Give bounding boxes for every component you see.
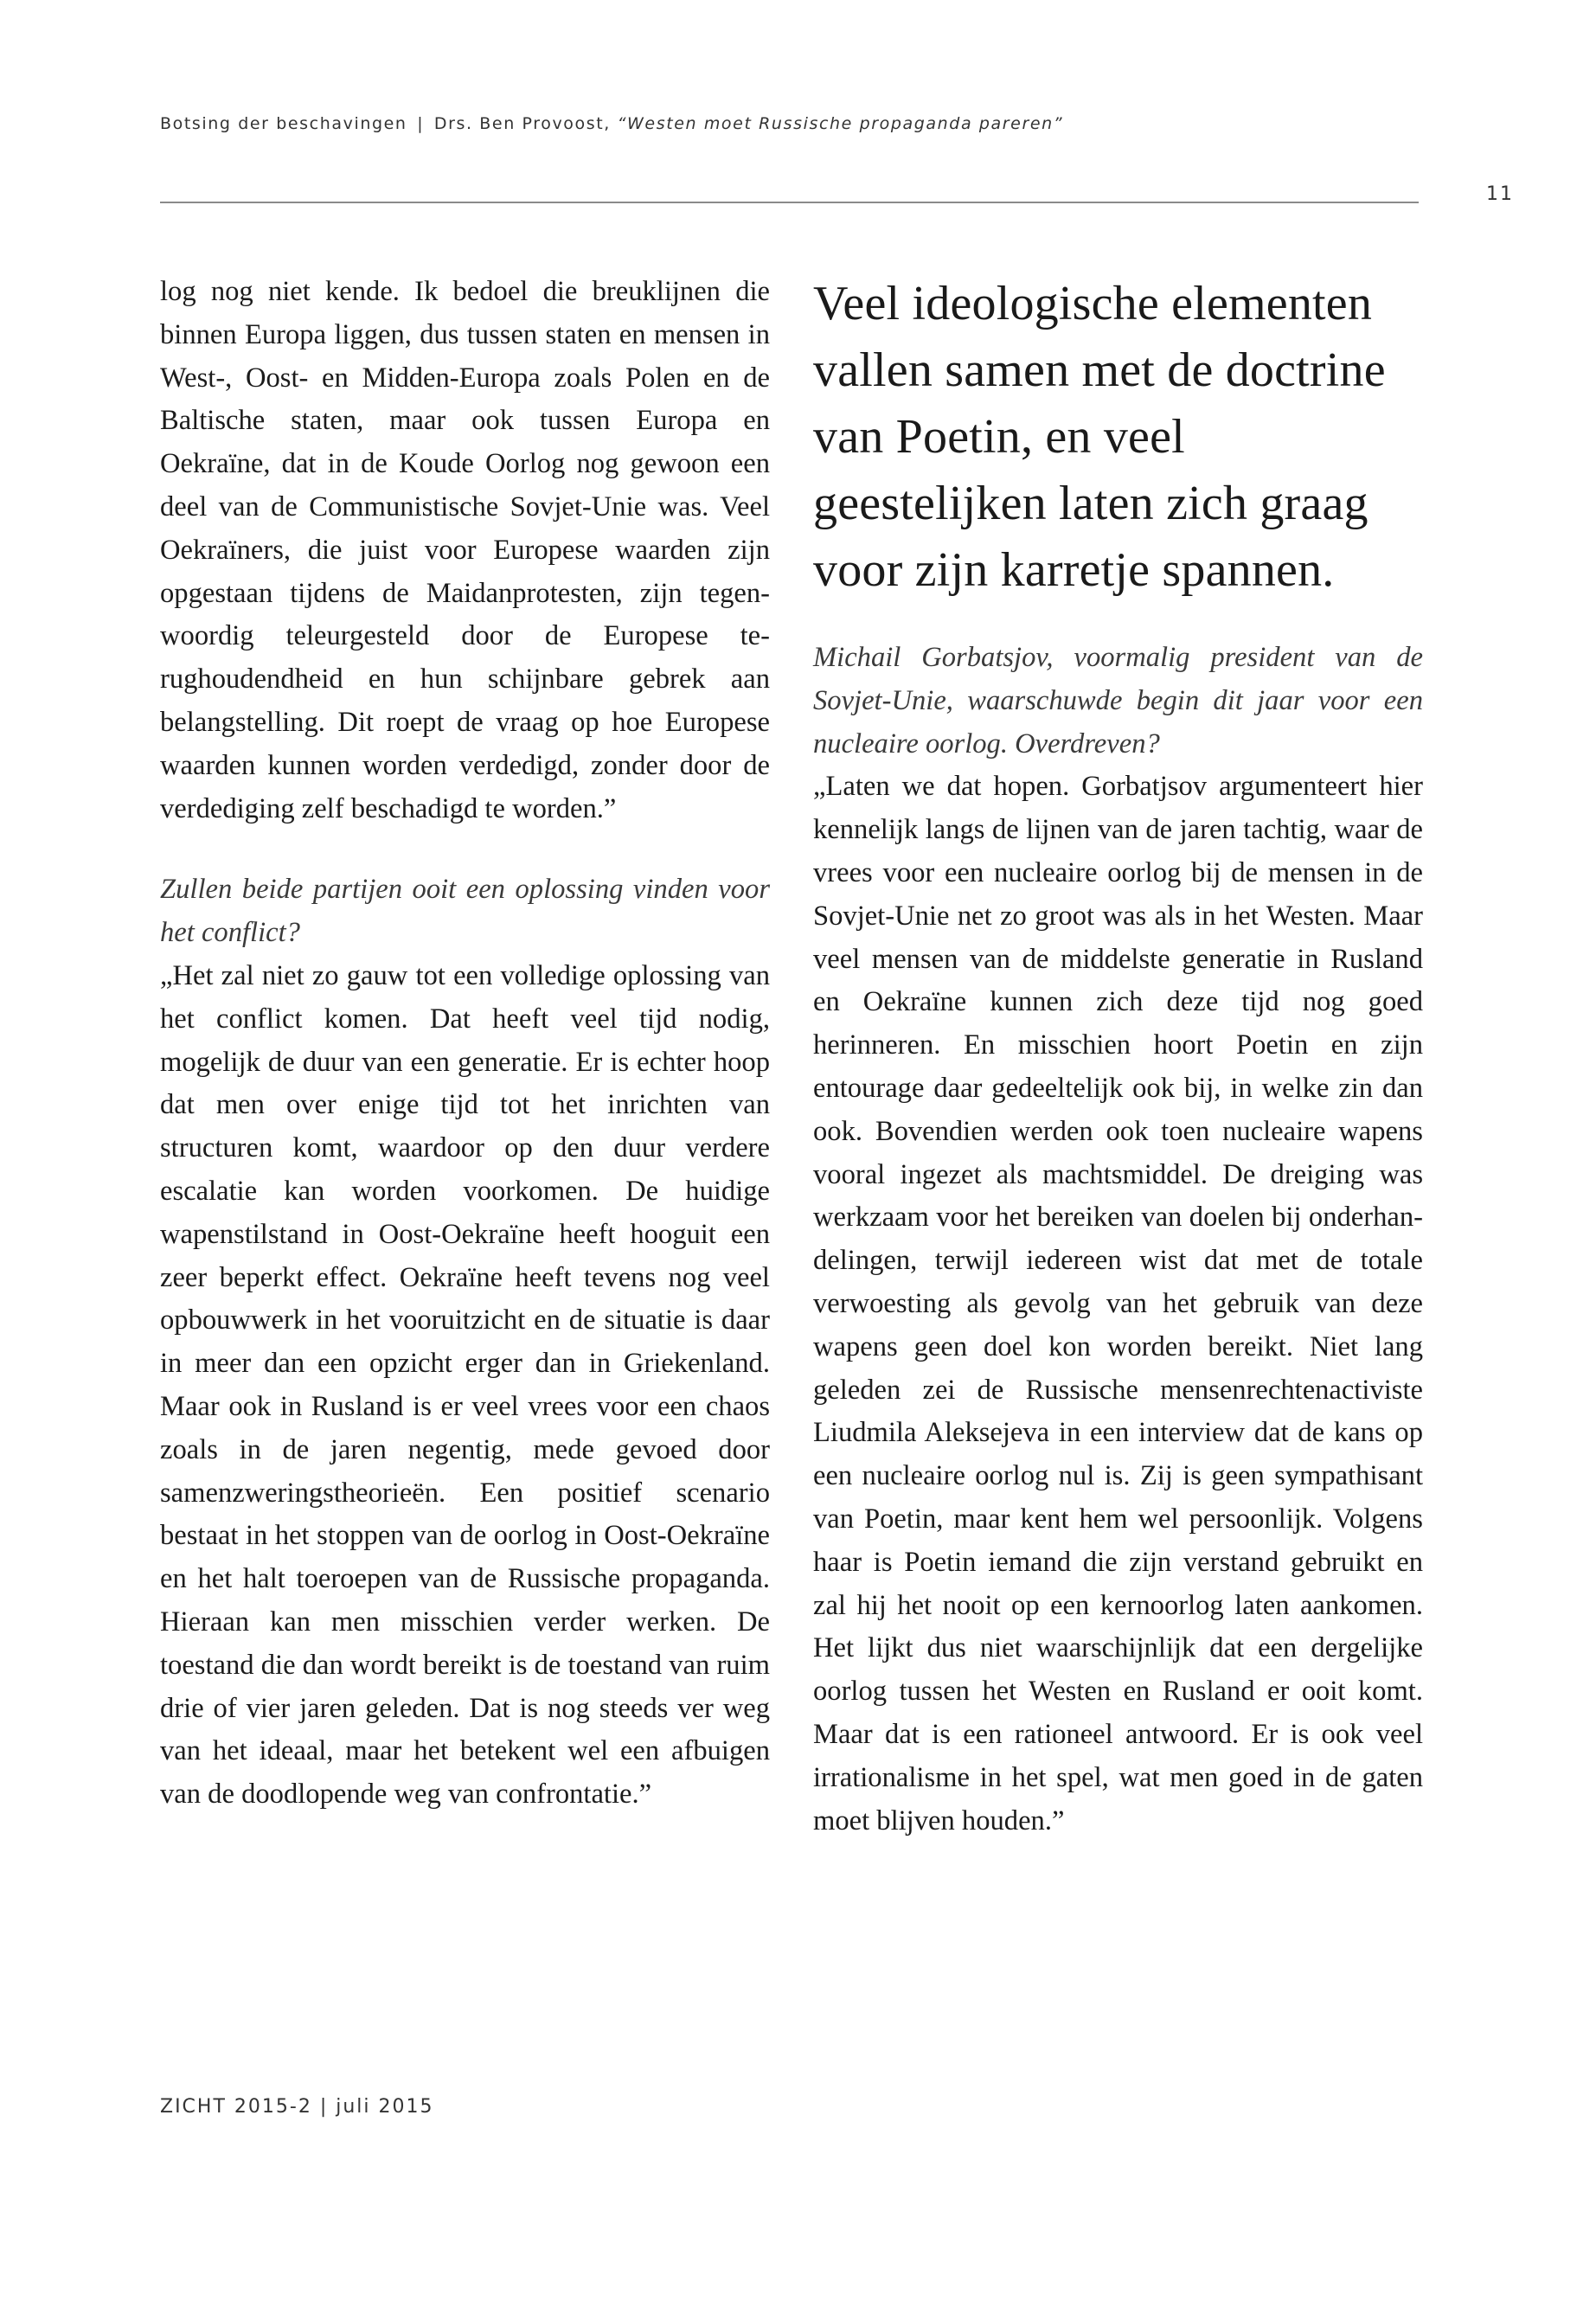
interview-question: Michail Gorbatsjov, voormalig president van de Sovjet-Unie, waarschuwde begin dit jaar voor een nucleaire oorlog. Overdreven?	[813, 642, 1423, 760]
running-header	[160, 113, 1064, 134]
section-title: Botsing der beschavingen	[160, 114, 407, 133]
page-number: 11	[1486, 183, 1514, 205]
article-title: “Westen moet Russische propaganda pareren”	[617, 114, 1064, 133]
right-column	[813, 271, 1423, 1843]
body-paragraph: log nog niet kende. Ik bedoel die breuklijnen die binnen Europa liggen, dus tussen staten en mensen in West-, Oost- en Midden-Europa zoals Polen en de Baltische staten, maar ook tussen Europa en Oekraïne, dat in de Koude Oorlog nog gewoon een deel van de Communistische Sovjet-Unie was. Veel Oekraïners, die juist voor Europese waarden zijn opgestaan tijdens de Maidanprotesten, zijn tegenwoordig teleurgesteld door de Europese terughoudendheid en hun schijnbare gebrek aan belangstelling. Dit roept de vraag op hoe Europese waarden kunnen worden verdedigd, zonder door de verdediging zelf beschadigd te worden.”	[160, 276, 770, 824]
interview-answer: „Het zal niet zo gauw tot een volledige oplossing van het conflict komen. Dat heeft veel tijd nodig, mogelijk de duur van een generatie. Er is echter hoop dat men over enige tijd tot het inrichten van structuren komt, waardoor op den duur verdere escalatie kan worden voorkomen. De huidige wapenstilstand in Oost-Oekraïne heeft hooguit een zeer beperkt effect. Oekraïne heeft tevens nog veel opbouwwerk in het vooruitzicht en de situatie is daar in meer dan een opzicht erger dan in Griekenland. Maar ook in Rusland is er veel vrees voor een chaos zoals in de jaren negentig, mede gevoed door samenzweringstheorieën. Een positief scenario bestaat in het stoppen van de oorlog in Oost-Oekraïne en het halt toeroepen van de Russische propaganda. Hieraan kan men misschien verder werken. De toestand die dan wordt bereikt is de toestand van ruim drie of vier jaren geleden. Dat is nog steeds ver weg van het ideaal, maar het betekent wel een afbuigen van de doodlopende weg van confrontatie.”	[160, 959, 770, 1811]
left-column	[160, 271, 770, 1817]
footer-publication: ZICHT 2015-2 | juli 2015	[160, 2096, 434, 2118]
interview-question: Zullen beide partijen ooit een oplossing vinden voor het conflict?	[160, 874, 770, 949]
header-separator: |	[417, 114, 425, 133]
header-rule	[160, 202, 1419, 203]
author-name: Drs. Ben Provoost,	[433, 114, 611, 133]
interview-answer: „Laten we dat hopen. Gorbatjsov argumenteert hier kennelijk langs de lijnen van de jaren tachtig, waar de vrees voor een nucleaire oorlog bij de mensen in de Sovjet-Unie net zo groot was als in het Westen. Maar veel mensen van de middelste generatie in Rusland en Oekraïne kunnen zich deze tijd nog goed herinneren. En misschien hoort Poetin en zijn entourage daar gedeeltelijk ook bij, in welke zin dan ook. Bovendien werden ook toen nucleaire wapens vooral ingezet als machtsmiddel. De dreiging was werkzaam voor het bereiken van doelen bij onderhandelingen, terwijl iedereen wist dat met de totale verwoesting als gevolg van het gebruik van deze wapens geen doel kon worden bereikt. Niet lang geleden zei de Russische mensenrechtenactiviste Liudmila Aleksejeva in een interview dat de kans op een nucleaire oorlog nul is. Zij is geen sympathisant van Poetin, maar kent hem wel persoonlijk. Volgens haar is Poetin iemand die zijn verstand gebruikt en zal hij het nooit op een kernoorlog laten aankomen. Het lijkt dus niet waarschijnlijk dat een dergelijke oorlog tussen het Westen en Rusland er ooit komt. Maar dat is een rationeel antwoord. Er is ook veel irrationalisme in het spel, wat men goed in de gaten moet blijven houden.”	[813, 771, 1423, 1836]
pull-quote: Veel ideologische elementen vallen samen met de doctrine van Poetin, en veel geestelijken laten zich graag voor zijn karretje spannen.	[813, 277, 1386, 597]
